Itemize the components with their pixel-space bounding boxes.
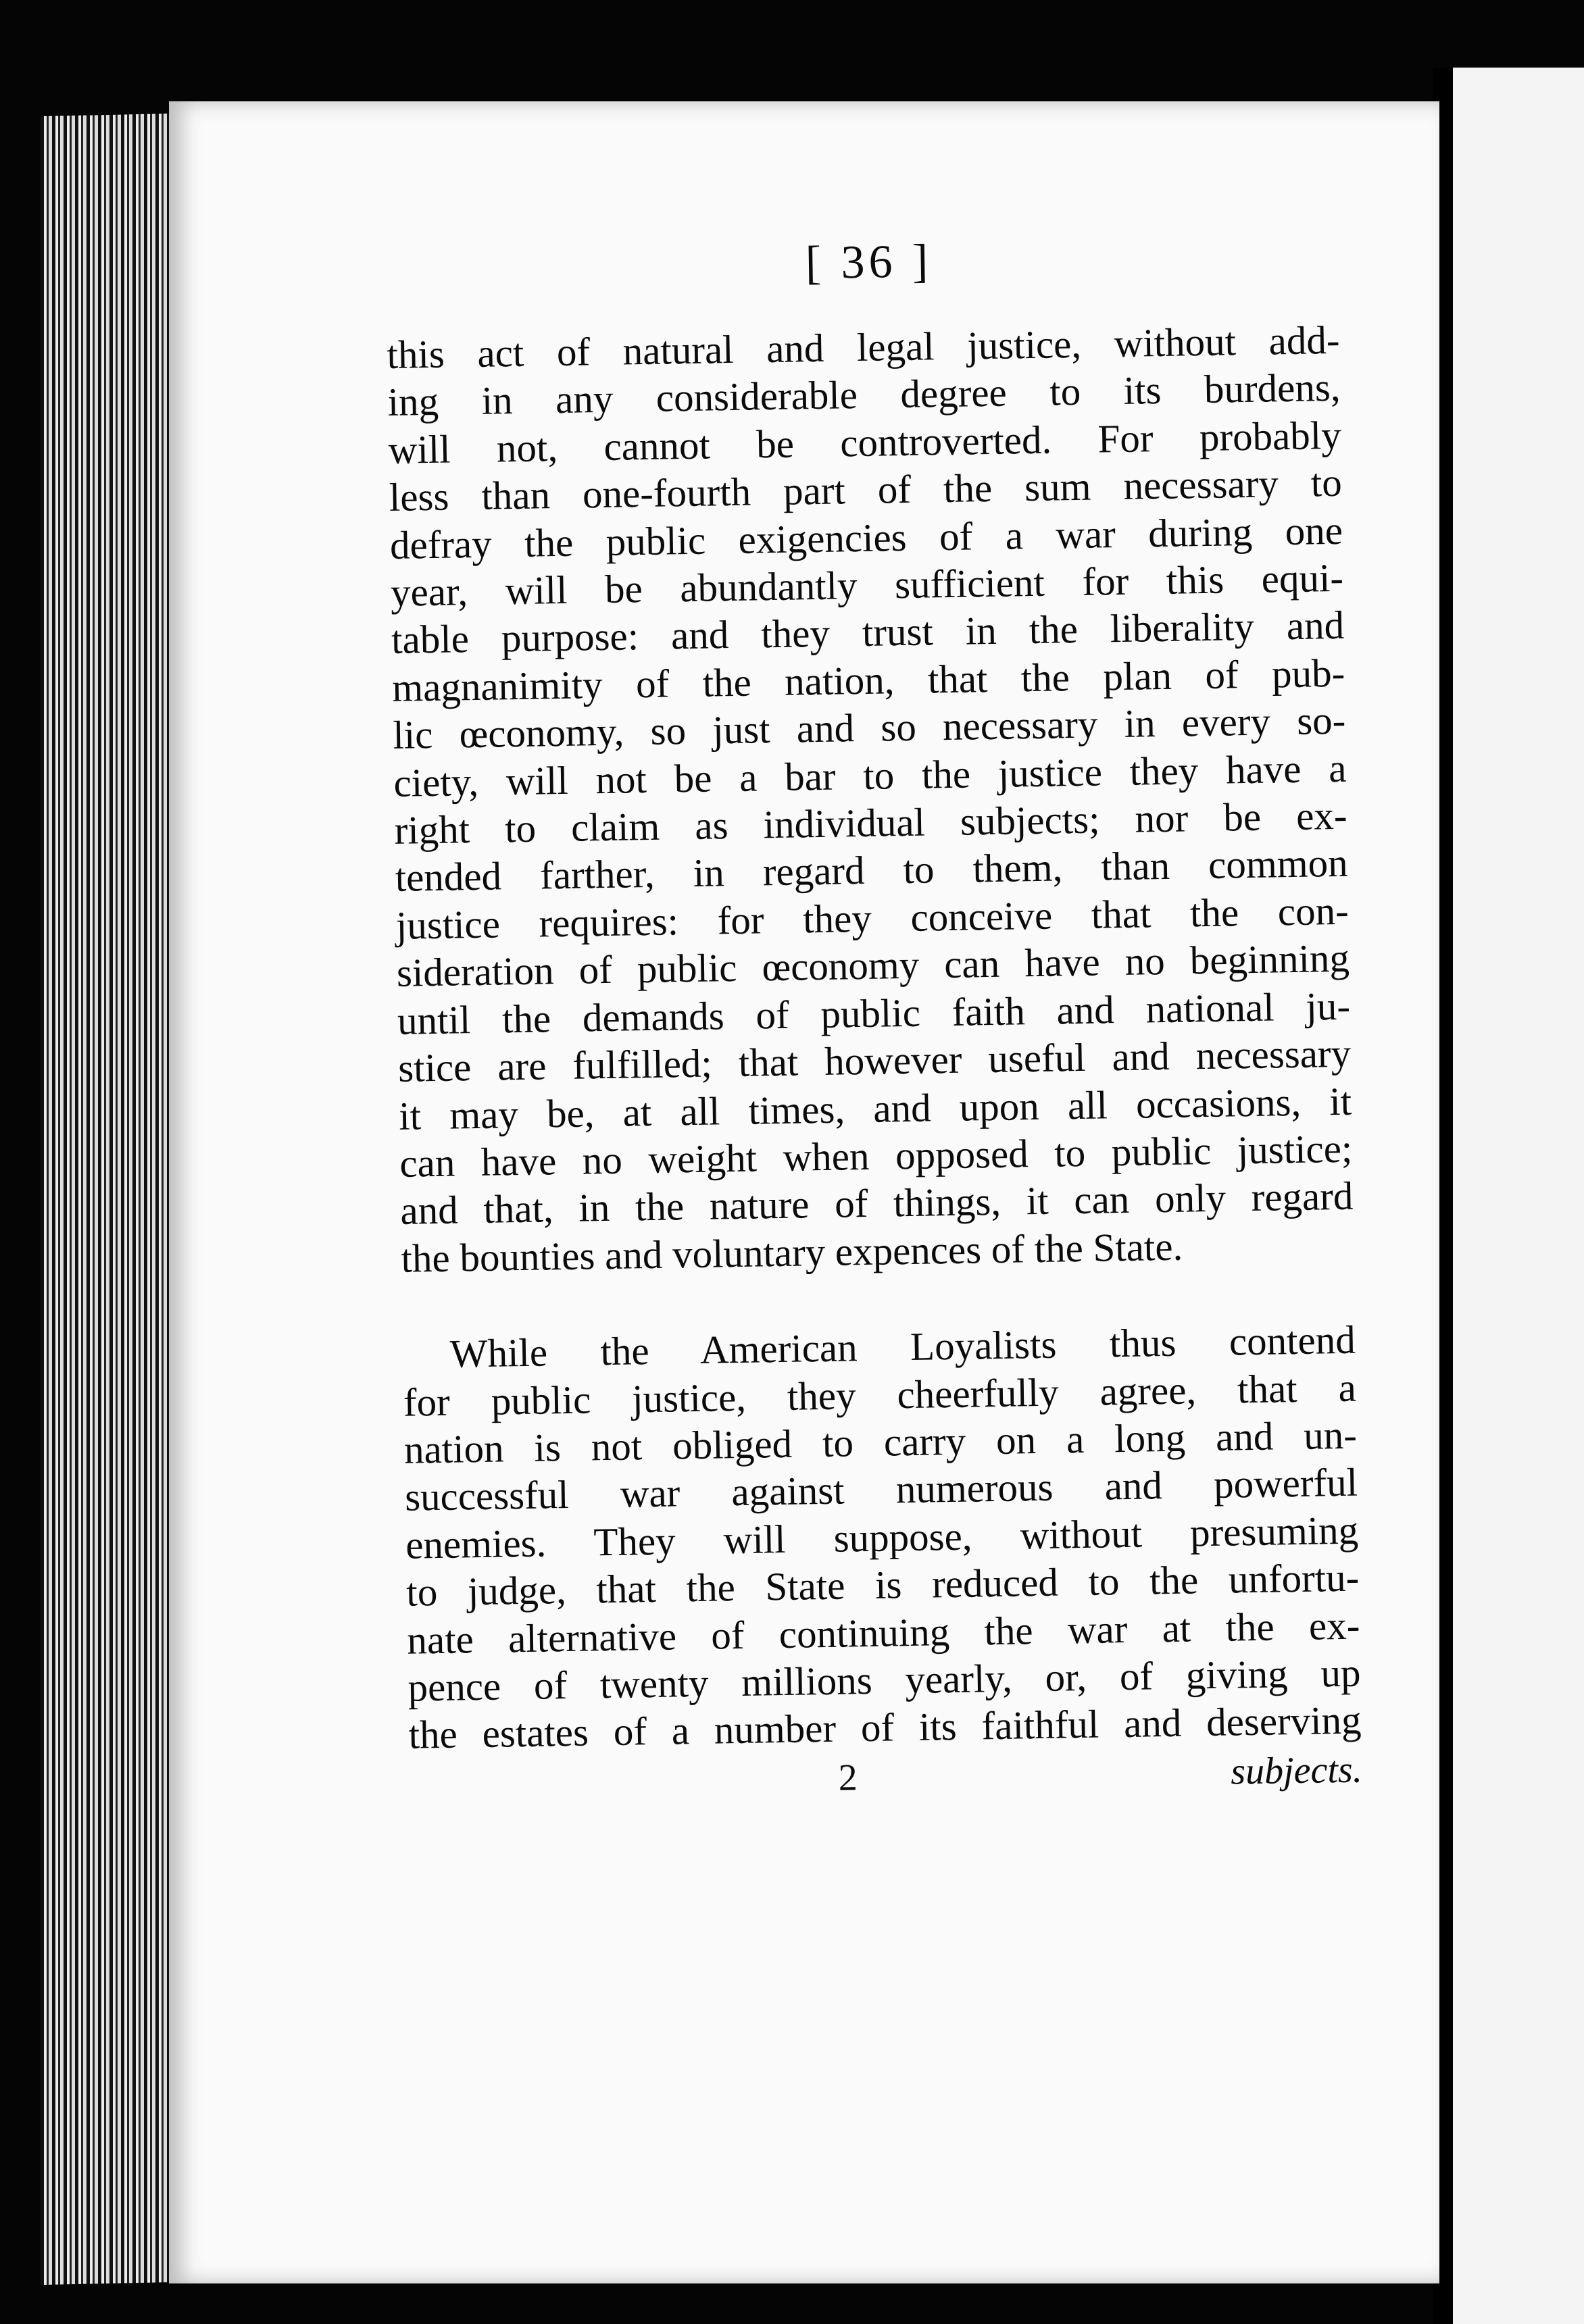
text-line: successful war against numerous and powerful: [404, 1459, 1358, 1520]
text-line: this act of natural and legal justice, without add-: [387, 317, 1340, 377]
text-line: the bounties and voluntary expences of the State.: [401, 1223, 1183, 1281]
page-edges: [41, 113, 176, 2285]
text-line: sideration of public œconomy can have no beginning: [396, 936, 1350, 996]
text-line: the estates of a number of its faithful and deserving: [408, 1697, 1362, 1758]
text-line: defray the public exigencies of a war during one: [389, 507, 1343, 567]
text-line: less than one-fourth part of the sum necessary to: [389, 460, 1343, 520]
text-line: magnanimity of the nation, that the plan of pub-: [391, 650, 1345, 710]
text-line: to judge, that the State is reduced to the unfortu-: [405, 1555, 1360, 1615]
catchword: subjects.: [1230, 1748, 1363, 1793]
text-line: will not, cannot be controverted. For probably: [388, 412, 1342, 472]
text-line: ciety, will not be a bar to the justice they have a: [393, 745, 1347, 805]
text-line: nation is not obliged to carry on a long and un-: [403, 1412, 1358, 1472]
paragraph-1: [387, 316, 1354, 1282]
text-line: table purpose: and they trust in the liberality and: [391, 603, 1345, 663]
text-block: [385, 228, 1362, 1817]
text-line: and that, in the nature of things, it can only regard: [399, 1173, 1354, 1234]
page-number: [ 36 ]: [805, 235, 933, 290]
text-line: lic œconomy, so just and so necessary in every so-: [392, 698, 1346, 758]
signature-mark: 2: [838, 1757, 858, 1799]
text-line: pence of twenty millions yearly, or, of giving up: [407, 1650, 1361, 1710]
text-line: enemies. They will suppose, without presuming: [405, 1507, 1359, 1567]
text-line: stice are fulfilled; that however useful and necessary: [397, 1030, 1352, 1090]
text-line: tended farther, in regard to them, than common: [395, 840, 1349, 901]
text-line: it may be, at all times, and upon all occasions, it: [398, 1078, 1352, 1138]
text-line: nate alternative of continuing the war at the ex-: [406, 1602, 1360, 1663]
text-line: ing in any considerable degree to its burdens,: [387, 365, 1341, 425]
facing-page: [1446, 68, 1584, 2324]
text-line: year, will be abundantly sufficient for this equi-: [390, 555, 1344, 615]
text-line: for public justice, they cheerfully agree, that a: [403, 1365, 1357, 1425]
text-line: While the American Loyalists thus contend: [449, 1317, 1356, 1376]
paragraph-2: [402, 1316, 1362, 1759]
text-line: right to claim as individual subjects; nor be ex-: [394, 792, 1347, 853]
text-line: can have no weight when opposed to public justice;: [399, 1126, 1353, 1186]
text-line: justice requires: for they conceive that the con-: [395, 888, 1350, 948]
text-line: until the demands of public faith and national ju-: [397, 983, 1351, 1043]
